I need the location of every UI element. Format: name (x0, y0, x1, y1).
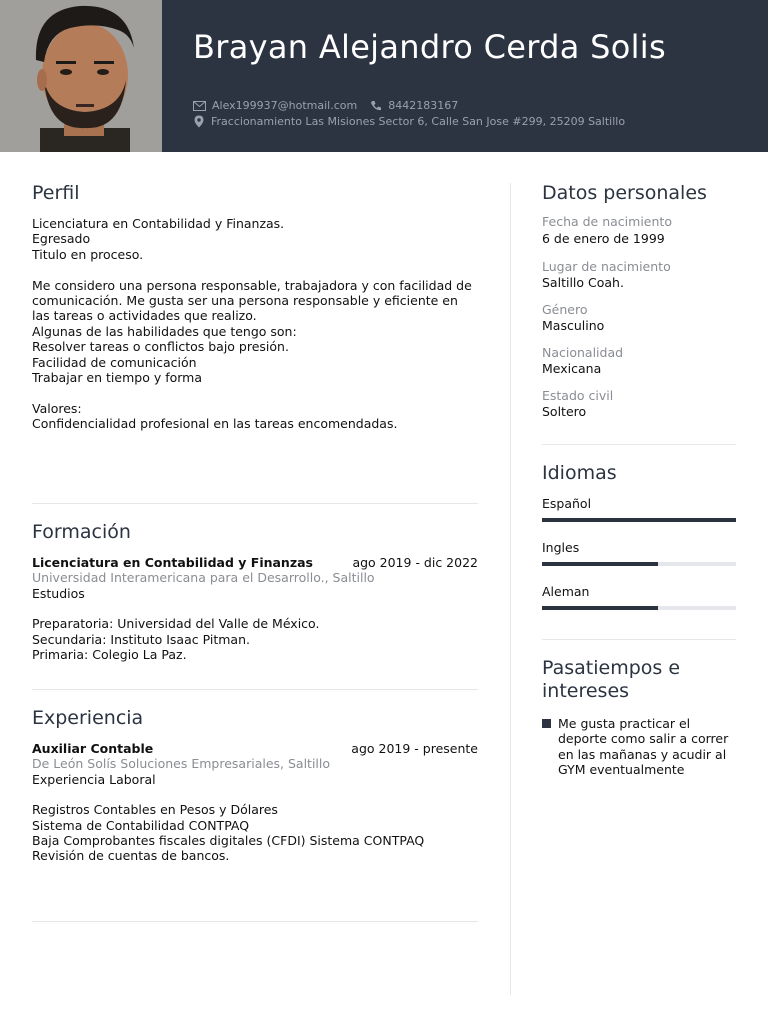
datos-label: Fecha de nacimiento (542, 214, 672, 229)
language-item (542, 584, 736, 610)
datos-value: 6 de enero de 1999 (542, 231, 665, 246)
divider (542, 444, 736, 445)
datos-label: Lugar de nacimiento (542, 259, 671, 274)
column-divider (510, 183, 511, 995)
experiencia-header-row (32, 741, 478, 756)
address-text: Fraccionamiento Las Misiones Sector 6, Calle San Jose #299, 25209 Saltillo (211, 115, 626, 128)
idiomas-section (542, 462, 736, 610)
datos-label: Estado civil (542, 388, 614, 403)
idiomas-title: Idiomas (542, 462, 617, 484)
formacion-type: Estudios (32, 585, 85, 601)
phone-icon (370, 100, 382, 112)
phone-text[interactable]: 8442183167 (388, 99, 459, 112)
perfil-section (32, 182, 478, 432)
pasatiempos-section (542, 657, 736, 778)
datos-value: Masculino (542, 318, 605, 333)
formacion-header-row (32, 555, 478, 570)
datos-section (542, 182, 736, 419)
language-level-bar (542, 562, 736, 566)
divider (32, 921, 478, 922)
location-pin-icon (193, 115, 205, 128)
formacion-title: Formación (32, 521, 131, 543)
institution: Universidad Interamericana para el Desarrollo., Saltillo (32, 570, 375, 586)
datos-value: Mexicana (542, 361, 602, 376)
language-level-fill (542, 606, 658, 610)
experiencia-type: Experiencia Laboral (32, 771, 156, 787)
experiencia-dates: ago 2019 - presente (351, 741, 478, 756)
language-name: Aleman (542, 584, 590, 599)
pasatiempos-title: Pasatiempos e intereses (542, 657, 681, 702)
job-title: Auxiliar Contable (32, 741, 154, 756)
header-banner (0, 0, 768, 152)
datos-list (542, 214, 736, 419)
language-level-bar (542, 606, 736, 610)
datos-item (542, 302, 736, 333)
datos-item (542, 345, 736, 376)
language-level-bar (542, 518, 736, 522)
formacion-details: Preparatoria: Universidad del Valle de México. Secundaria: Instituto Isaac Pitman. Primaria: Colegio La Paz. (32, 616, 320, 663)
hobby-item (542, 716, 736, 778)
divider (32, 689, 478, 690)
perfil-text: Licenciatura en Contabilidad y Finanzas. Egresado Titulo en proceso. Me considero una persona responsable, trabajadora y con facilidad de comunicación. Me gusta ser una persona responsable y eficiente en las tareas o actividades que realizo. Algunas de las habilidades que tengo son: Resolver tareas o conflictos bajo presión. Facilidad de comunicación Trabajar en tiempo y forma Valores: Confidencialidad profesional en las tareas encomendadas. (32, 216, 472, 432)
address-line (193, 115, 625, 128)
formacion-dates: ago 2019 - dic 2022 (352, 555, 478, 570)
experiencia-title: Experiencia (32, 707, 144, 729)
contact-line (193, 99, 458, 112)
datos-value: Saltillo Coah. (542, 275, 624, 290)
language-level-fill (542, 562, 658, 566)
email-text[interactable]: Alex199937@hotmail.com (212, 99, 358, 112)
language-item (542, 496, 736, 522)
datos-item (542, 214, 736, 246)
divider (542, 639, 736, 640)
divider (32, 503, 478, 504)
datos-value: Soltero (542, 404, 587, 419)
profile-photo (0, 0, 162, 152)
language-item (542, 540, 736, 566)
email-icon (193, 101, 206, 111)
formacion-section (32, 521, 478, 662)
experiencia-section (32, 707, 478, 864)
datos-title: Datos personales (542, 182, 707, 204)
language-name: Ingles (542, 540, 580, 555)
company: De León Solís Soluciones Empresariales, Saltillo (32, 756, 331, 772)
language-name: Español (542, 496, 592, 511)
datos-item (542, 388, 736, 419)
degree-title: Licenciatura en Contabilidad y Finanzas (32, 555, 313, 570)
datos-label: Género (542, 302, 588, 317)
language-level-fill (542, 518, 736, 522)
perfil-title: Perfil (32, 182, 80, 204)
hobby-text: Me gusta practicar el deporte como salir a correr en las mañanas y acudir al GYM eventualmente (558, 716, 729, 778)
datos-item (542, 259, 736, 290)
experiencia-details: Registros Contables en Pesos y Dólares Sistema de Contabilidad CONTPAQ Baja Comprobantes fiscales digitales (CFDI) Sistema CONTPAQ Revisión de cuentas de bancos. (32, 802, 425, 864)
bullet-square-icon (542, 719, 551, 728)
candidate-name: Brayan Alejandro Cerda Solis (193, 28, 666, 66)
datos-label: Nacionalidad (542, 345, 624, 360)
